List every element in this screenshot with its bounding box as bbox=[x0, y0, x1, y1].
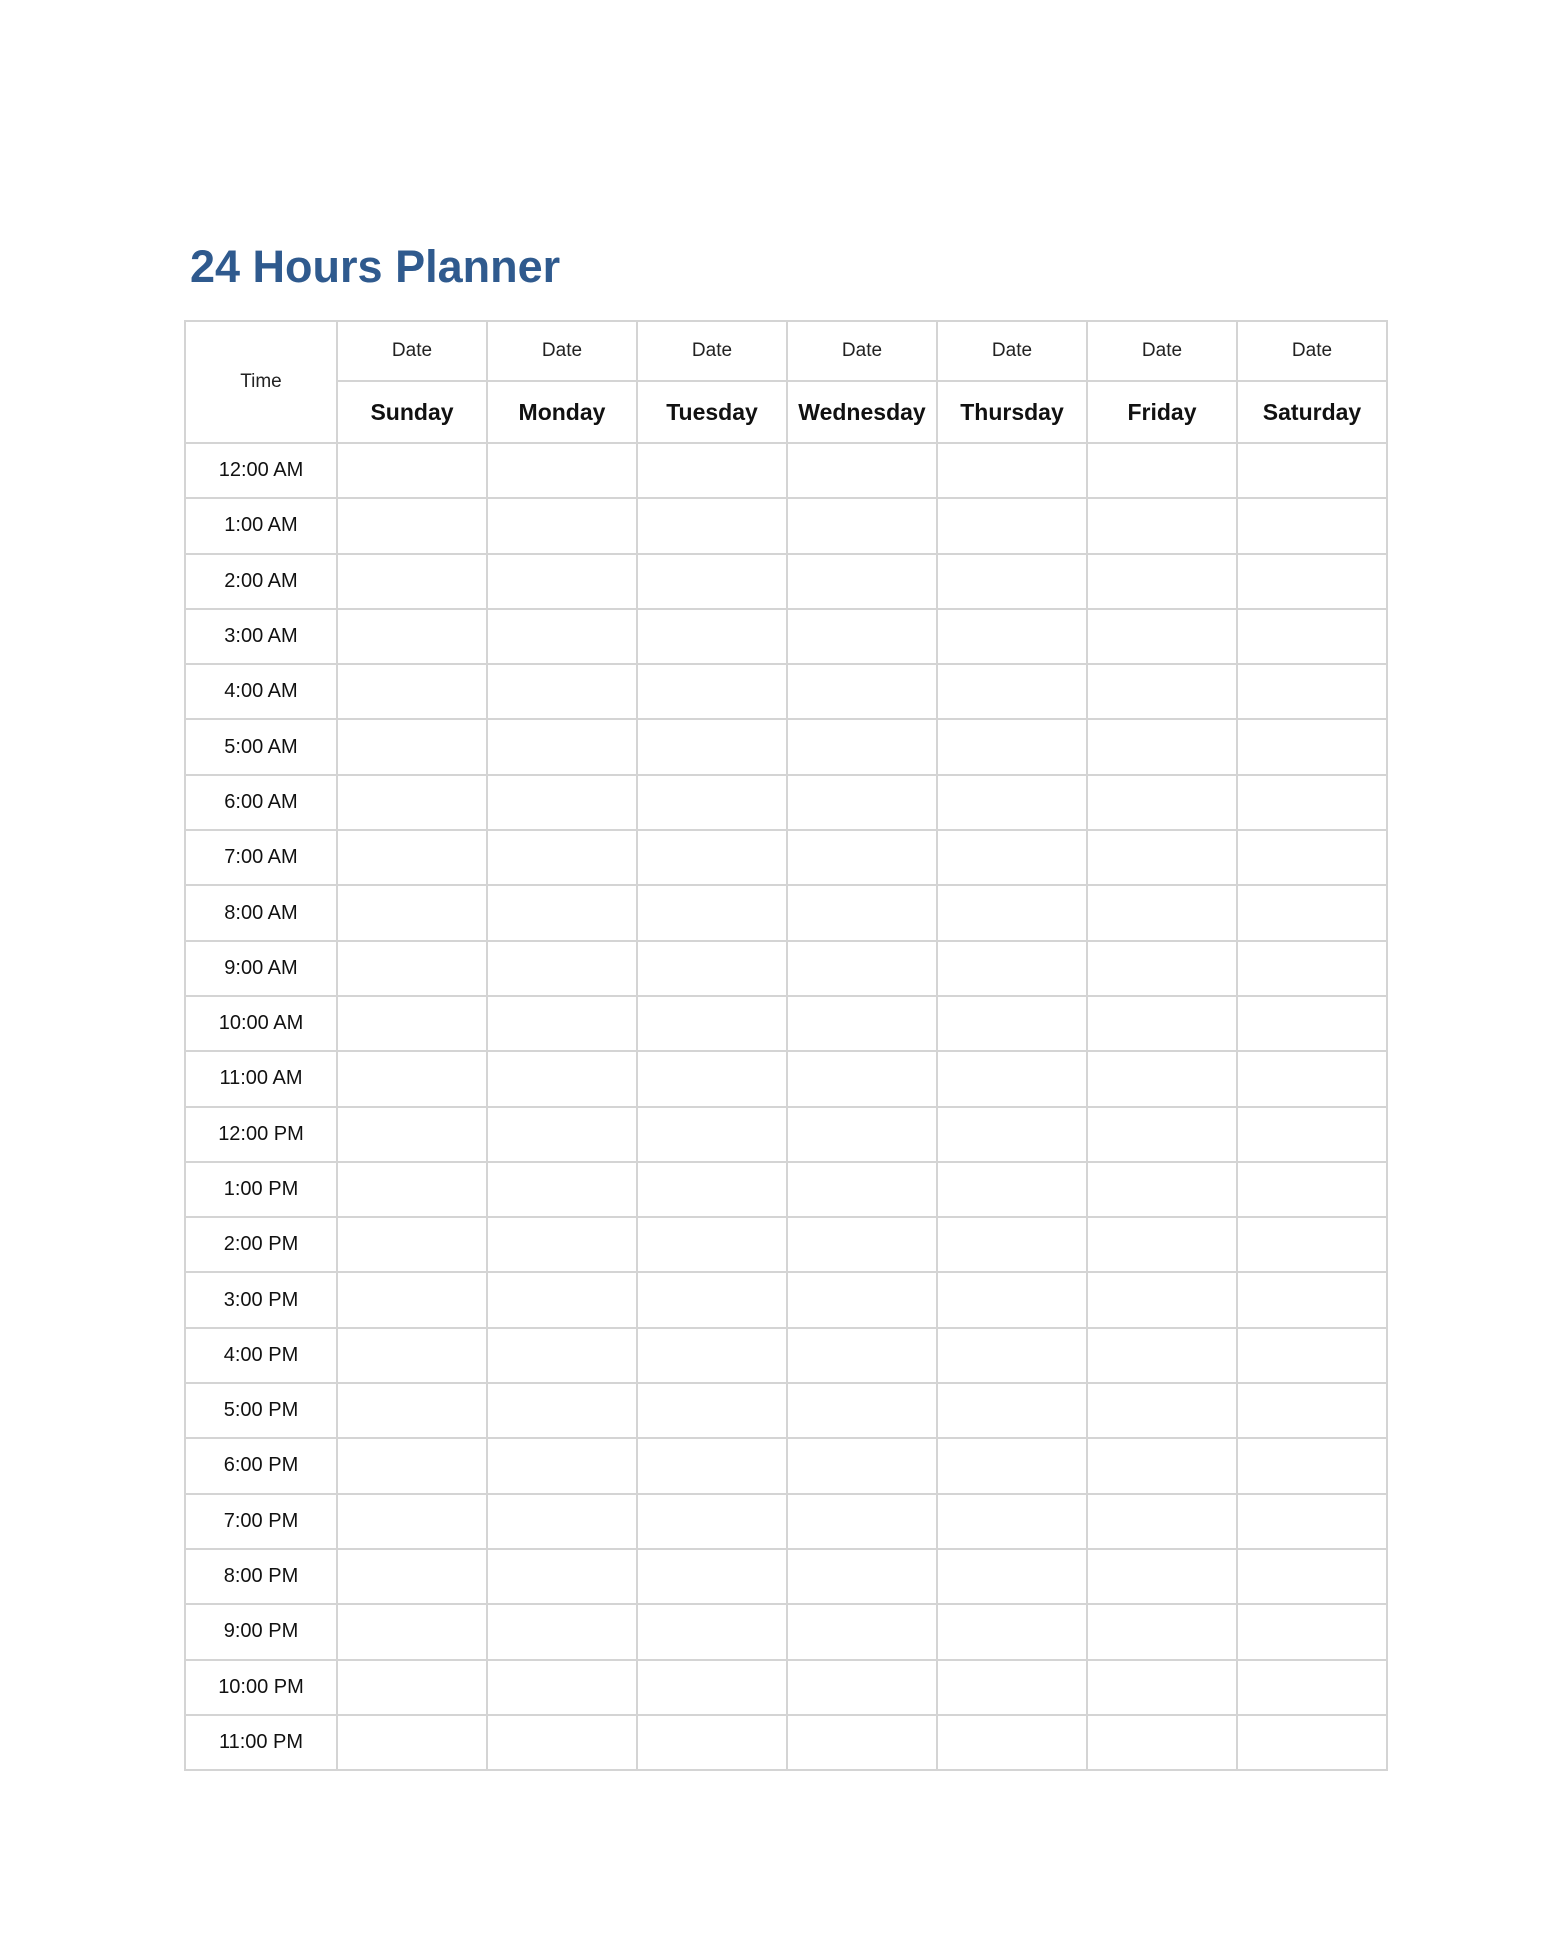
slot-cell-saturday[interactable] bbox=[1237, 775, 1387, 830]
slot-cell-thursday[interactable] bbox=[937, 1715, 1087, 1770]
slot-cell-sunday[interactable] bbox=[337, 1549, 487, 1604]
date-label-wednesday[interactable]: Date bbox=[787, 321, 937, 381]
slot-cell-tuesday[interactable] bbox=[637, 1604, 787, 1659]
time-slot-label: 8:00 PM bbox=[185, 1549, 337, 1604]
slot-cell-friday[interactable] bbox=[1087, 1107, 1237, 1162]
time-slot-label: 11:00 PM bbox=[185, 1715, 337, 1770]
slot-cell-saturday[interactable] bbox=[1237, 554, 1387, 609]
time-slot-label: 3:00 PM bbox=[185, 1272, 337, 1327]
slot-cell-wednesday[interactable] bbox=[787, 830, 937, 885]
slot-cell-thursday[interactable] bbox=[937, 609, 1087, 664]
slot-cell-friday[interactable] bbox=[1087, 1217, 1237, 1272]
slot-cell-saturday[interactable] bbox=[1237, 1328, 1387, 1383]
slot-cell-sunday[interactable] bbox=[337, 1051, 487, 1106]
slot-cell-tuesday[interactable] bbox=[637, 885, 787, 940]
slot-cell-thursday[interactable] bbox=[937, 554, 1087, 609]
slot-cell-wednesday[interactable] bbox=[787, 1162, 937, 1217]
slot-cell-thursday[interactable] bbox=[937, 830, 1087, 885]
slot-cell-saturday[interactable] bbox=[1237, 1715, 1387, 1770]
slot-cell-saturday[interactable] bbox=[1237, 719, 1387, 774]
slot-cell-wednesday[interactable] bbox=[787, 1438, 937, 1493]
slot-cell-tuesday[interactable] bbox=[637, 775, 787, 830]
slot-cell-saturday[interactable] bbox=[1237, 1604, 1387, 1659]
slot-cell-saturday[interactable] bbox=[1237, 1383, 1387, 1438]
slot-cell-sunday[interactable] bbox=[337, 443, 487, 498]
slot-cell-sunday[interactable] bbox=[337, 1715, 487, 1770]
page-title: 24 Hours Planner bbox=[190, 241, 561, 292]
table-row bbox=[185, 830, 1387, 885]
slot-cell-thursday[interactable] bbox=[937, 1660, 1087, 1715]
slot-cell-tuesday[interactable] bbox=[637, 719, 787, 774]
slot-cell-monday[interactable] bbox=[487, 498, 637, 553]
slot-cell-monday[interactable] bbox=[487, 996, 637, 1051]
slot-cell-saturday[interactable] bbox=[1237, 1272, 1387, 1327]
date-label-tuesday[interactable]: Date bbox=[637, 321, 787, 381]
table-row bbox=[185, 1438, 1387, 1493]
slot-cell-monday[interactable] bbox=[487, 1272, 637, 1327]
table-row bbox=[185, 1383, 1387, 1438]
slot-cell-sunday[interactable] bbox=[337, 1162, 487, 1217]
table-row bbox=[185, 1328, 1387, 1383]
slot-cell-sunday[interactable] bbox=[337, 1107, 487, 1162]
slot-cell-wednesday[interactable] bbox=[787, 1383, 937, 1438]
slot-cell-friday[interactable] bbox=[1087, 1272, 1237, 1327]
slot-cell-wednesday[interactable] bbox=[787, 941, 937, 996]
slot-cell-thursday[interactable] bbox=[937, 1438, 1087, 1493]
slot-cell-tuesday[interactable] bbox=[637, 443, 787, 498]
slot-cell-sunday[interactable] bbox=[337, 775, 487, 830]
slot-cell-friday[interactable] bbox=[1087, 775, 1237, 830]
slot-cell-saturday[interactable] bbox=[1237, 1438, 1387, 1493]
slot-cell-friday[interactable] bbox=[1087, 1051, 1237, 1106]
slot-cell-friday[interactable] bbox=[1087, 1383, 1237, 1438]
slot-cell-monday[interactable] bbox=[487, 1438, 637, 1493]
slot-cell-wednesday[interactable] bbox=[787, 885, 937, 940]
slot-cell-wednesday[interactable] bbox=[787, 1217, 937, 1272]
slot-cell-monday[interactable] bbox=[487, 1107, 637, 1162]
table-row bbox=[185, 443, 1387, 498]
slot-cell-tuesday[interactable] bbox=[637, 1051, 787, 1106]
slot-cell-monday[interactable] bbox=[487, 664, 637, 719]
slot-cell-friday[interactable] bbox=[1087, 941, 1237, 996]
time-slot-label: 4:00 AM bbox=[185, 664, 337, 719]
slot-cell-tuesday[interactable] bbox=[637, 664, 787, 719]
slot-cell-friday[interactable] bbox=[1087, 1549, 1237, 1604]
slot-cell-sunday[interactable] bbox=[337, 719, 487, 774]
slot-cell-wednesday[interactable] bbox=[787, 1051, 937, 1106]
time-slot-label: 1:00 PM bbox=[185, 1162, 337, 1217]
slot-cell-monday[interactable] bbox=[487, 1383, 637, 1438]
slot-cell-monday[interactable] bbox=[487, 1660, 637, 1715]
time-slot-label: 10:00 PM bbox=[185, 1660, 337, 1715]
slot-cell-thursday[interactable] bbox=[937, 1107, 1087, 1162]
slot-cell-wednesday[interactable] bbox=[787, 996, 937, 1051]
day-row bbox=[185, 381, 1387, 443]
slot-cell-wednesday[interactable] bbox=[787, 609, 937, 664]
slot-cell-thursday[interactable] bbox=[937, 498, 1087, 553]
table-row bbox=[185, 1162, 1387, 1217]
slot-cell-sunday[interactable] bbox=[337, 1438, 487, 1493]
time-slot-label: 11:00 AM bbox=[185, 1051, 337, 1106]
slot-cell-monday[interactable] bbox=[487, 1494, 637, 1549]
slot-cell-monday[interactable] bbox=[487, 1549, 637, 1604]
slot-cell-wednesday[interactable] bbox=[787, 1494, 937, 1549]
slot-cell-sunday[interactable] bbox=[337, 1494, 487, 1549]
slot-cell-saturday[interactable] bbox=[1237, 1660, 1387, 1715]
slot-cell-wednesday[interactable] bbox=[787, 1328, 937, 1383]
slot-cell-monday[interactable] bbox=[487, 609, 637, 664]
slot-cell-friday[interactable] bbox=[1087, 885, 1237, 940]
day-header-wednesday: Wednesday bbox=[787, 381, 937, 443]
slot-cell-tuesday[interactable] bbox=[637, 1494, 787, 1549]
slot-cell-sunday[interactable] bbox=[337, 1383, 487, 1438]
slot-cell-wednesday[interactable] bbox=[787, 1604, 937, 1659]
slot-cell-saturday[interactable] bbox=[1237, 830, 1387, 885]
slot-cell-thursday[interactable] bbox=[937, 775, 1087, 830]
day-header-thursday: Thursday bbox=[937, 381, 1087, 443]
slot-cell-friday[interactable] bbox=[1087, 609, 1237, 664]
slot-cell-tuesday[interactable] bbox=[637, 941, 787, 996]
time-slot-label: 6:00 PM bbox=[185, 1438, 337, 1493]
table-row bbox=[185, 1051, 1387, 1106]
slot-cell-monday[interactable] bbox=[487, 775, 637, 830]
slot-cell-saturday[interactable] bbox=[1237, 941, 1387, 996]
planner-table bbox=[184, 320, 1388, 1771]
slot-cell-tuesday[interactable] bbox=[637, 1217, 787, 1272]
slot-cell-friday[interactable] bbox=[1087, 498, 1237, 553]
time-slot-label: 7:00 PM bbox=[185, 1494, 337, 1549]
slot-cell-sunday[interactable] bbox=[337, 664, 487, 719]
slot-cell-friday[interactable] bbox=[1087, 1715, 1237, 1770]
table-row bbox=[185, 1604, 1387, 1659]
slot-cell-friday[interactable] bbox=[1087, 664, 1237, 719]
time-slot-label: 10:00 AM bbox=[185, 996, 337, 1051]
time-slot-label: 1:00 AM bbox=[185, 498, 337, 553]
slot-cell-sunday[interactable] bbox=[337, 1604, 487, 1659]
slot-cell-friday[interactable] bbox=[1087, 719, 1237, 774]
slot-cell-wednesday[interactable] bbox=[787, 719, 937, 774]
time-slot-label: 9:00 PM bbox=[185, 1604, 337, 1659]
slot-cell-monday[interactable] bbox=[487, 554, 637, 609]
slot-cell-thursday[interactable] bbox=[937, 1494, 1087, 1549]
slot-cell-thursday[interactable] bbox=[937, 996, 1087, 1051]
slot-cell-saturday[interactable] bbox=[1237, 1051, 1387, 1106]
slot-cell-monday[interactable] bbox=[487, 1715, 637, 1770]
planner-header bbox=[185, 321, 1387, 443]
slot-cell-wednesday[interactable] bbox=[787, 443, 937, 498]
table-row bbox=[185, 1272, 1387, 1327]
slot-cell-tuesday[interactable] bbox=[637, 498, 787, 553]
table-row bbox=[185, 1217, 1387, 1272]
slot-cell-friday[interactable] bbox=[1087, 1328, 1237, 1383]
slot-cell-tuesday[interactable] bbox=[637, 830, 787, 885]
slot-cell-sunday[interactable] bbox=[337, 830, 487, 885]
slot-cell-thursday[interactable] bbox=[937, 1549, 1087, 1604]
slot-cell-friday[interactable] bbox=[1087, 1162, 1237, 1217]
slot-cell-monday[interactable] bbox=[487, 719, 637, 774]
slot-cell-sunday[interactable] bbox=[337, 554, 487, 609]
table-row bbox=[185, 554, 1387, 609]
time-slot-label: 8:00 AM bbox=[185, 885, 337, 940]
slot-cell-wednesday[interactable] bbox=[787, 664, 937, 719]
slot-cell-sunday[interactable] bbox=[337, 498, 487, 553]
slot-cell-monday[interactable] bbox=[487, 1328, 637, 1383]
slot-cell-thursday[interactable] bbox=[937, 1383, 1087, 1438]
slot-cell-tuesday[interactable] bbox=[637, 996, 787, 1051]
slot-cell-monday[interactable] bbox=[487, 1604, 637, 1659]
date-row bbox=[185, 321, 1387, 381]
table-row bbox=[185, 664, 1387, 719]
slot-cell-thursday[interactable] bbox=[937, 941, 1087, 996]
slot-cell-friday[interactable] bbox=[1087, 996, 1237, 1051]
slot-cell-thursday[interactable] bbox=[937, 1272, 1087, 1327]
slot-cell-sunday[interactable] bbox=[337, 996, 487, 1051]
slot-cell-friday[interactable] bbox=[1087, 1660, 1237, 1715]
slot-cell-friday[interactable] bbox=[1087, 1438, 1237, 1493]
date-label-monday[interactable]: Date bbox=[487, 321, 637, 381]
slot-cell-tuesday[interactable] bbox=[637, 1162, 787, 1217]
slot-cell-thursday[interactable] bbox=[937, 1328, 1087, 1383]
date-label-saturday[interactable]: Date bbox=[1237, 321, 1387, 381]
slot-cell-sunday[interactable] bbox=[337, 1328, 487, 1383]
slot-cell-thursday[interactable] bbox=[937, 443, 1087, 498]
slot-cell-tuesday[interactable] bbox=[637, 1660, 787, 1715]
slot-cell-wednesday[interactable] bbox=[787, 1715, 937, 1770]
slot-cell-thursday[interactable] bbox=[937, 1162, 1087, 1217]
table-row bbox=[185, 941, 1387, 996]
time-slot-label: 6:00 AM bbox=[185, 775, 337, 830]
slot-cell-saturday[interactable] bbox=[1237, 664, 1387, 719]
slot-cell-wednesday[interactable] bbox=[787, 1272, 937, 1327]
time-slot-label: 5:00 AM bbox=[185, 719, 337, 774]
slot-cell-thursday[interactable] bbox=[937, 664, 1087, 719]
date-label-sunday[interactable]: Date bbox=[337, 321, 487, 381]
table-row bbox=[185, 1549, 1387, 1604]
slot-cell-friday[interactable] bbox=[1087, 554, 1237, 609]
slot-cell-friday[interactable] bbox=[1087, 1604, 1237, 1659]
slot-cell-tuesday[interactable] bbox=[637, 554, 787, 609]
date-label-friday[interactable]: Date bbox=[1087, 321, 1237, 381]
table-row bbox=[185, 498, 1387, 553]
table-row bbox=[185, 719, 1387, 774]
slot-cell-tuesday[interactable] bbox=[637, 1107, 787, 1162]
slot-cell-sunday[interactable] bbox=[337, 1217, 487, 1272]
table-row bbox=[185, 996, 1387, 1051]
slot-cell-tuesday[interactable] bbox=[637, 1438, 787, 1493]
slot-cell-wednesday[interactable] bbox=[787, 1549, 937, 1604]
time-slot-label: 12:00 AM bbox=[185, 443, 337, 498]
slot-cell-sunday[interactable] bbox=[337, 1272, 487, 1327]
slot-cell-wednesday[interactable] bbox=[787, 498, 937, 553]
time-slot-label: 4:00 PM bbox=[185, 1328, 337, 1383]
slot-cell-monday[interactable] bbox=[487, 1217, 637, 1272]
slot-cell-saturday[interactable] bbox=[1237, 443, 1387, 498]
day-header-saturday: Saturday bbox=[1237, 381, 1387, 443]
slot-cell-wednesday[interactable] bbox=[787, 1107, 937, 1162]
slot-cell-tuesday[interactable] bbox=[637, 1328, 787, 1383]
table-row bbox=[185, 1107, 1387, 1162]
slot-cell-tuesday[interactable] bbox=[637, 1715, 787, 1770]
slot-cell-monday[interactable] bbox=[487, 1051, 637, 1106]
slot-cell-tuesday[interactable] bbox=[637, 1549, 787, 1604]
planner-body bbox=[185, 443, 1387, 1770]
time-slot-label: 12:00 PM bbox=[185, 1107, 337, 1162]
slot-cell-saturday[interactable] bbox=[1237, 1549, 1387, 1604]
time-column-header: Time bbox=[185, 321, 337, 443]
slot-cell-tuesday[interactable] bbox=[637, 1383, 787, 1438]
slot-cell-thursday[interactable] bbox=[937, 1217, 1087, 1272]
slot-cell-sunday[interactable] bbox=[337, 941, 487, 996]
table-row bbox=[185, 775, 1387, 830]
slot-cell-monday[interactable] bbox=[487, 830, 637, 885]
time-slot-label: 3:00 AM bbox=[185, 609, 337, 664]
time-slot-label: 2:00 AM bbox=[185, 554, 337, 609]
slot-cell-wednesday[interactable] bbox=[787, 775, 937, 830]
slot-cell-monday[interactable] bbox=[487, 1162, 637, 1217]
slot-cell-saturday[interactable] bbox=[1237, 885, 1387, 940]
slot-cell-sunday[interactable] bbox=[337, 609, 487, 664]
slot-cell-wednesday[interactable] bbox=[787, 554, 937, 609]
slot-cell-sunday[interactable] bbox=[337, 885, 487, 940]
slot-cell-saturday[interactable] bbox=[1237, 609, 1387, 664]
table-row bbox=[185, 1660, 1387, 1715]
slot-cell-wednesday[interactable] bbox=[787, 1660, 937, 1715]
table-row bbox=[185, 1494, 1387, 1549]
day-header-tuesday: Tuesday bbox=[637, 381, 787, 443]
time-slot-label: 2:00 PM bbox=[185, 1217, 337, 1272]
slot-cell-monday[interactable] bbox=[487, 443, 637, 498]
slot-cell-monday[interactable] bbox=[487, 941, 637, 996]
slot-cell-saturday[interactable] bbox=[1237, 498, 1387, 553]
slot-cell-thursday[interactable] bbox=[937, 885, 1087, 940]
date-label-thursday[interactable]: Date bbox=[937, 321, 1087, 381]
slot-cell-thursday[interactable] bbox=[937, 719, 1087, 774]
slot-cell-saturday[interactable] bbox=[1237, 1162, 1387, 1217]
slot-cell-saturday[interactable] bbox=[1237, 1494, 1387, 1549]
time-slot-label: 7:00 AM bbox=[185, 830, 337, 885]
slot-cell-monday[interactable] bbox=[487, 885, 637, 940]
slot-cell-saturday[interactable] bbox=[1237, 996, 1387, 1051]
slot-cell-saturday[interactable] bbox=[1237, 1107, 1387, 1162]
day-header-monday: Monday bbox=[487, 381, 637, 443]
slot-cell-tuesday[interactable] bbox=[637, 1272, 787, 1327]
table-row bbox=[185, 609, 1387, 664]
slot-cell-tuesday[interactable] bbox=[637, 609, 787, 664]
slot-cell-saturday[interactable] bbox=[1237, 1217, 1387, 1272]
slot-cell-friday[interactable] bbox=[1087, 1494, 1237, 1549]
slot-cell-thursday[interactable] bbox=[937, 1051, 1087, 1106]
time-slot-label: 9:00 AM bbox=[185, 941, 337, 996]
slot-cell-sunday[interactable] bbox=[337, 1660, 487, 1715]
table-row bbox=[185, 885, 1387, 940]
slot-cell-friday[interactable] bbox=[1087, 830, 1237, 885]
slot-cell-thursday[interactable] bbox=[937, 1604, 1087, 1659]
day-header-friday: Friday bbox=[1087, 381, 1237, 443]
time-slot-label: 5:00 PM bbox=[185, 1383, 337, 1438]
day-header-sunday: Sunday bbox=[337, 381, 487, 443]
table-row bbox=[185, 1715, 1387, 1770]
slot-cell-friday[interactable] bbox=[1087, 443, 1237, 498]
